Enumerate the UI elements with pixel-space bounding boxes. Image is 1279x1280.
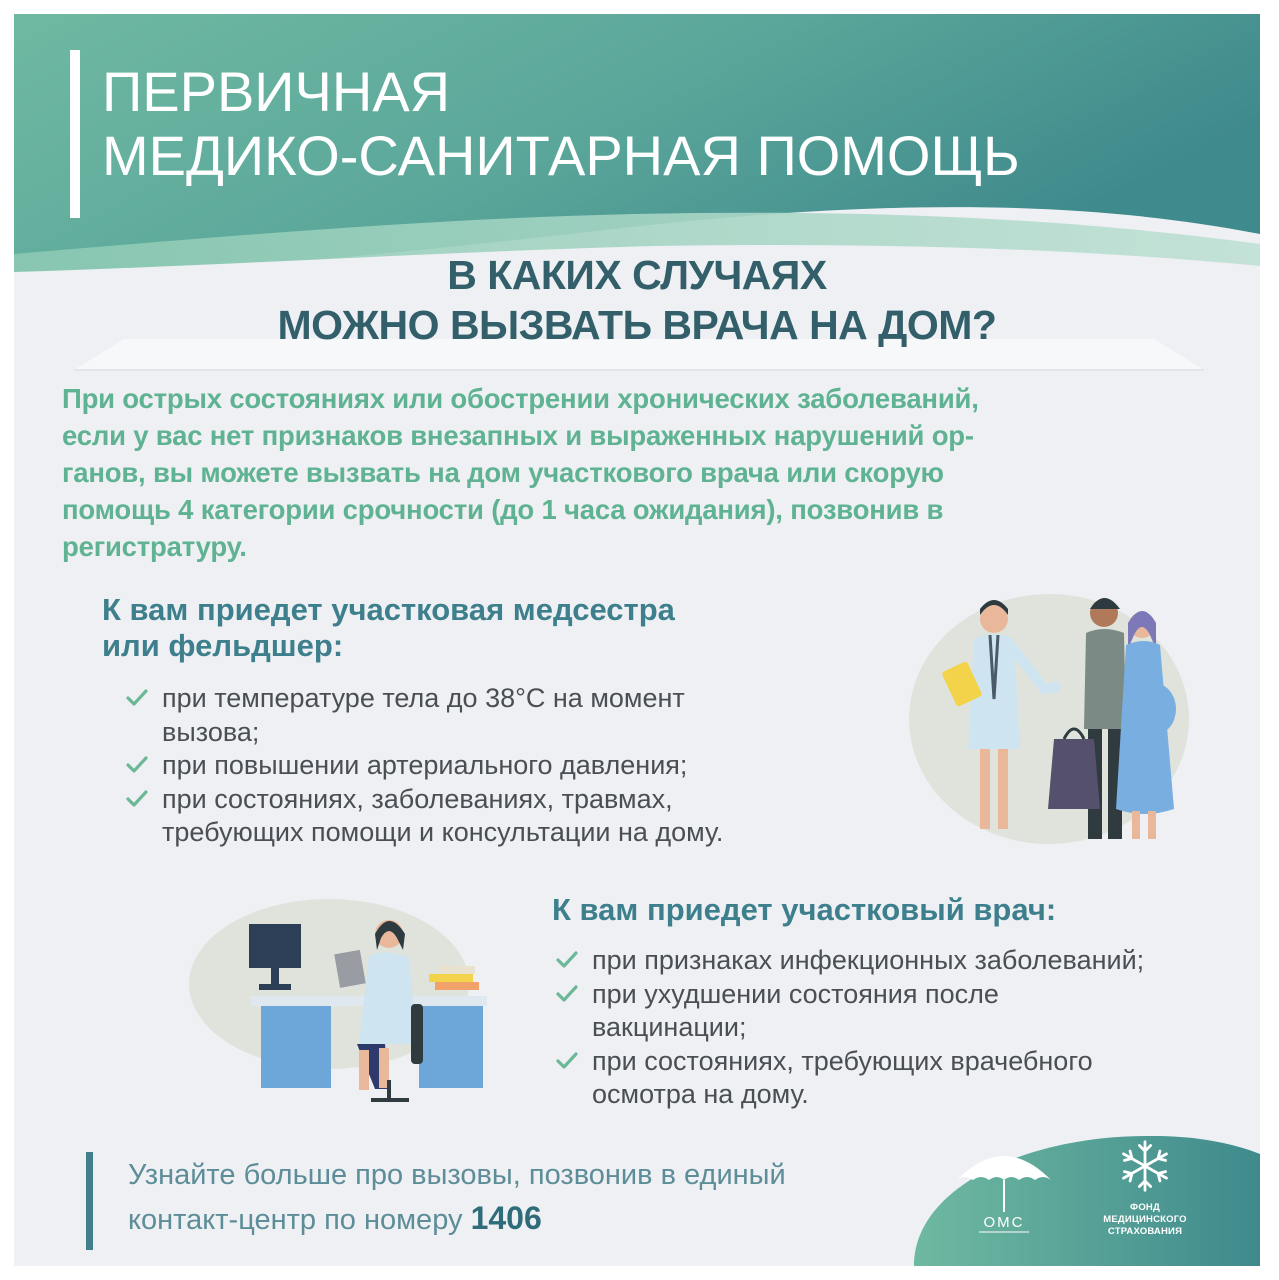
question-line2: МОЖНО ВЫЗВАТЬ ВРАЧА НА ДОМ? [277, 302, 997, 348]
doctor-section-title [552, 892, 1056, 928]
list-item: при состояниях, заболеваниях, травмах, требующих помощи и консультации на дому. [126, 783, 723, 850]
title-accent-bar [70, 50, 80, 218]
phone-number: 1406 [470, 1200, 542, 1236]
intro-paragraph [62, 380, 1222, 565]
nurse-title-line1: К вам приедет участковая медсестра [102, 592, 675, 627]
intro-line: регистратуру. [62, 531, 247, 562]
check-icon [556, 950, 578, 970]
nurse-visit-illustration [904, 579, 1224, 849]
oms-logo-label: ОМС [983, 1214, 1025, 1231]
intro-line: если у вас нет признаков внезапных и выраженных нарушений ор- [62, 420, 974, 451]
check-icon [126, 755, 148, 775]
doctor-desk-illustration [189, 894, 499, 1109]
footer-accent-bar [86, 1152, 93, 1250]
list-item: при температуре тела до 38°С на момент вызова; [126, 682, 723, 749]
fms-logo-name: ФОНД МЕДИЦИНСКОГО СТРАХОВАНИЯ [1103, 1202, 1187, 1237]
umbrella-icon [949, 1138, 1059, 1248]
list-item: при повышении артериального давления; [126, 749, 723, 783]
doctor-title: К вам приедет участковый врач: [552, 892, 1057, 927]
intro-line: помощь 4 категории срочности (до 1 часа ожидания), позвонив в [62, 494, 944, 525]
snowflake-emblem-icon [1117, 1138, 1173, 1194]
nurse-list [126, 682, 723, 850]
nurse-title-line2: или фельдшер: [102, 628, 344, 663]
intro-line: При острых состояниях или обострении хронических заболеваний, [62, 383, 979, 414]
intro-line: ганов, вы можете вызвать на дом участкового врача или скорую [62, 457, 944, 488]
page-title-line2: МЕДИКО-САНИТАРНАЯ ПОМОЩЬ [102, 124, 1020, 187]
footer-line2: контакт-центр по номеру 1406 [128, 1200, 542, 1236]
footer-contact-text [128, 1154, 786, 1242]
page-title [102, 60, 1020, 188]
doctor-list [556, 944, 1144, 1112]
infographic-card [14, 14, 1260, 1266]
question-heading [14, 250, 1260, 350]
nurse-section-title [102, 592, 675, 664]
footer-line1: Узнайте больше про вызовы, позвонив в единый [128, 1159, 786, 1191]
page-title-line1: ПЕРВИЧНАЯ [102, 60, 451, 123]
fms-logo [1080, 1132, 1210, 1256]
check-icon [556, 1051, 578, 1071]
check-icon [556, 984, 578, 1004]
question-line1: В КАКИХ СЛУЧАЯХ [447, 252, 827, 298]
list-item: при признаках инфекционных заболеваний; [556, 944, 1144, 978]
check-icon [126, 789, 148, 809]
check-icon [126, 688, 148, 708]
list-item: при состояниях, требующих врачебного осмотра на дому. [556, 1045, 1144, 1112]
list-item: при ухудшении состояния после вакцинации; [556, 978, 1144, 1045]
